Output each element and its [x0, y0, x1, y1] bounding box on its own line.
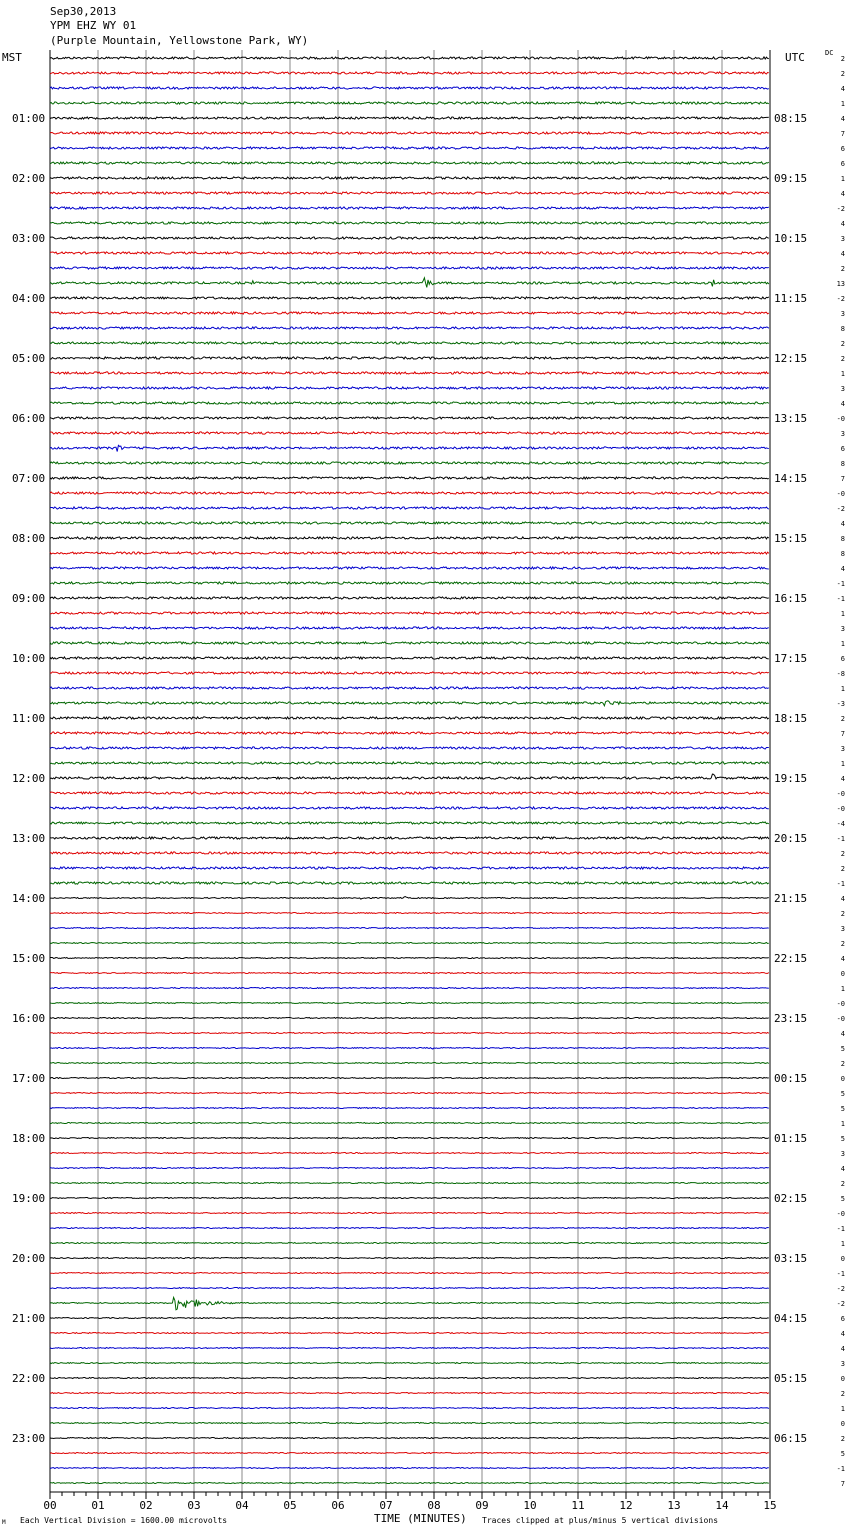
x-axis-title: TIME (MINUTES): [374, 1512, 467, 1525]
hour-label-local: 17:00: [12, 1072, 46, 1085]
dc-offset-value: 6: [840, 655, 845, 663]
clipping-note: Traces clipped at plus/minus 5 vertical divisions: [482, 1516, 719, 1525]
trace-row-91: [50, 1423, 769, 1424]
dc-offset-value: -1: [836, 835, 845, 843]
seismic-traces: [50, 57, 769, 1484]
hour-label-utc: 12:15: [774, 352, 808, 365]
dc-offset-value: 0: [840, 1075, 845, 1083]
corner-mark: M: [2, 1519, 6, 1526]
vertical-scale-note: Each Vertical Division = 1600.00 microvolts: [20, 1516, 228, 1525]
x-tick-label: 03: [187, 1499, 201, 1512]
trace-row-73: [50, 1153, 769, 1154]
trace-row-20: [50, 357, 769, 359]
trace-row-67: [50, 1063, 769, 1064]
hour-label-local: 21:00: [12, 1312, 46, 1325]
hour-label-local: 03:00: [12, 232, 46, 245]
dc-offset-value: 1: [840, 985, 845, 993]
trace-row-56: [50, 897, 769, 900]
trace-row-13: [50, 252, 769, 254]
x-tick-label: 04: [235, 1499, 249, 1512]
trace-row-1: [50, 72, 769, 74]
hour-label-utc: 23:15: [774, 1012, 808, 1025]
trace-row-2: [50, 87, 769, 89]
dc-offset-value: -2: [836, 1285, 845, 1293]
dc-offset-value: 3: [840, 1150, 845, 1158]
trace-row-46: [50, 747, 769, 749]
trace-row-26: [50, 445, 769, 451]
dc-offset-value: 4: [840, 1330, 845, 1338]
x-tick-label: 12: [619, 1499, 633, 1512]
trace-row-74: [50, 1168, 769, 1169]
dc-offset-value: -8: [836, 670, 845, 678]
dc-offset-value: -0: [836, 1210, 845, 1218]
trace-row-83: [50, 1297, 769, 1309]
trace-row-64: [50, 1018, 769, 1019]
dc-offset-value: 4: [840, 1165, 845, 1173]
trace-row-54: [50, 867, 769, 869]
trace-row-3: [50, 102, 769, 104]
dc-offset-value: -2: [836, 205, 845, 213]
hour-label-local: 12:00: [12, 772, 46, 785]
hour-label-local: 20:00: [12, 1252, 46, 1265]
hour-label-local: 19:00: [12, 1192, 46, 1205]
dc-offset-value: 0: [840, 1420, 845, 1428]
dc-offset-value: 2: [840, 355, 845, 363]
dc-offset-value: 2: [840, 55, 845, 63]
hour-label-local: 16:00: [12, 1012, 46, 1025]
dc-offset-value: 2: [840, 340, 845, 348]
trace-row-59: [50, 943, 769, 944]
trace-row-75: [50, 1183, 769, 1184]
dc-offset-value: 4: [840, 520, 845, 528]
trace-row-18: [50, 327, 769, 329]
x-tick-label: 11: [571, 1499, 585, 1512]
hour-label-utc: 02:15: [774, 1192, 808, 1205]
dc-offset-value: 3: [840, 1360, 845, 1368]
dc-offset-value: 3: [840, 745, 845, 753]
hour-label-local: 13:00: [12, 832, 46, 845]
hour-label-local: 22:00: [12, 1372, 46, 1385]
trace-row-31: [50, 522, 769, 524]
trace-row-25: [50, 432, 769, 434]
trace-row-16: [50, 297, 769, 299]
dc-offset-value: 1: [840, 1120, 845, 1128]
dc-offset-value: 4: [840, 85, 845, 93]
hour-label-utc: 08:15: [774, 112, 808, 125]
trace-row-84: [50, 1318, 769, 1319]
local-timezone-label: MST: [2, 51, 22, 64]
x-tick-label: 00: [43, 1499, 57, 1512]
dc-offset-value: 2: [840, 715, 845, 723]
trace-row-65: [50, 1033, 769, 1034]
dc-offset-value: 6: [840, 145, 845, 153]
hour-label-utc: 13:15: [774, 412, 808, 425]
dc-offset-value: 5: [840, 1105, 845, 1113]
station-location: (Purple Mountain, Yellowstone Park, WY): [50, 34, 309, 47]
trace-row-24: [50, 417, 769, 419]
dc-offset-value: 2: [840, 1060, 845, 1068]
dc-offset-value: 3: [840, 385, 845, 393]
dc-offset-value: 4: [840, 895, 845, 903]
hour-label-utc: 19:15: [774, 772, 808, 785]
trace-row-53: [50, 852, 769, 854]
hour-label-utc: 18:15: [774, 712, 808, 725]
dc-offset-value: 4: [840, 955, 845, 963]
trace-row-27: [50, 462, 769, 464]
dc-offset-value: -0: [836, 490, 845, 498]
hour-label-utc: 04:15: [774, 1312, 808, 1325]
trace-row-89: [50, 1393, 769, 1394]
hour-labels-local: [12, 112, 45, 1445]
x-tick-label: 01: [91, 1499, 105, 1512]
dc-offset-value: 1: [840, 640, 845, 648]
dc-offset-value: 8: [840, 325, 845, 333]
trace-row-77: [50, 1213, 769, 1214]
dc-offset-value: -1: [836, 595, 845, 603]
trace-row-43: [50, 701, 769, 706]
dc-offset-value: 1: [840, 1240, 845, 1248]
dc-offset-value: 4: [840, 400, 845, 408]
trace-row-8: [50, 177, 769, 179]
dc-offset-value: 1: [840, 100, 845, 108]
dc-offset-labels: [837, 55, 845, 1488]
trace-row-47: [50, 762, 769, 764]
dc-offset-value: 4: [840, 775, 845, 783]
trace-row-37: [50, 612, 769, 614]
trace-row-33: [50, 552, 769, 554]
trace-row-63: [50, 1003, 769, 1004]
hour-label-utc: 14:15: [774, 472, 808, 485]
dc-offset-value: 4: [840, 565, 845, 573]
dc-offset-value: 7: [840, 1480, 845, 1488]
trace-row-14: [50, 267, 769, 269]
dc-offset-value: 0: [840, 1375, 845, 1383]
dc-offset-value: 1: [840, 610, 845, 618]
dc-offset-value: 13: [836, 280, 845, 288]
hour-label-local: 23:00: [12, 1432, 46, 1445]
trace-row-78: [50, 1228, 769, 1229]
trace-row-90: [50, 1408, 769, 1409]
dc-offset-value: -4: [836, 820, 845, 828]
trace-row-9: [50, 192, 769, 194]
hour-label-local: 02:00: [12, 172, 46, 185]
trace-row-4: [50, 117, 769, 119]
trace-row-45: [50, 732, 769, 734]
dc-offset-value: -2: [836, 1300, 845, 1308]
trace-row-12: [50, 237, 769, 239]
dc-offset-value: 2: [840, 865, 845, 873]
hour-label-local: 08:00: [12, 532, 46, 545]
dc-offset-value: 4: [840, 115, 845, 123]
trace-row-35: [50, 582, 769, 584]
hour-label-utc: 03:15: [774, 1252, 808, 1265]
dc-offset-header: DC: [825, 49, 834, 57]
dc-offset-value: 1: [840, 685, 845, 693]
hour-label-local: 11:00: [12, 712, 46, 725]
dc-offset-value: 2: [840, 910, 845, 918]
x-tick-label: 07: [379, 1499, 393, 1512]
trace-row-0: [50, 57, 769, 59]
dc-offset-value: 3: [840, 625, 845, 633]
dc-offset-value: -1: [836, 1270, 845, 1278]
hour-label-local: 18:00: [12, 1132, 46, 1145]
utc-timezone-label: UTC: [785, 51, 805, 64]
trace-row-15: [50, 278, 769, 288]
dc-offset-value: 1: [840, 175, 845, 183]
trace-row-29: [50, 492, 769, 494]
dc-offset-value: -0: [836, 790, 845, 798]
dc-offset-value: 4: [840, 250, 845, 258]
trace-row-50: [50, 807, 769, 809]
dc-offset-value: -0: [836, 415, 845, 423]
hour-label-utc: 05:15: [774, 1372, 808, 1385]
trace-row-21: [50, 372, 769, 374]
dc-offset-value: 6: [840, 160, 845, 168]
dc-offset-value: 3: [840, 235, 845, 243]
dc-offset-value: -1: [836, 580, 845, 588]
dc-offset-value: 5: [840, 1045, 845, 1053]
hour-label-local: 14:00: [12, 892, 46, 905]
trace-row-41: [50, 672, 769, 674]
x-tick-label: 10: [523, 1499, 537, 1512]
trace-row-49: [50, 792, 769, 794]
hour-label-local: 01:00: [12, 112, 46, 125]
dc-offset-value: -0: [836, 1015, 845, 1023]
trace-row-76: [50, 1198, 769, 1199]
trace-row-6: [50, 147, 769, 149]
trace-row-85: [50, 1333, 769, 1334]
trace-row-22: [50, 387, 769, 389]
trace-row-88: [50, 1378, 769, 1379]
hour-label-utc: 16:15: [774, 592, 808, 605]
trace-row-10: [50, 207, 769, 209]
trace-row-57: [50, 913, 769, 914]
dc-offset-value: 5: [840, 1090, 845, 1098]
trace-row-11: [50, 222, 769, 224]
trace-row-81: [50, 1273, 769, 1274]
dc-offset-value: 8: [840, 535, 845, 543]
trace-row-71: [50, 1123, 769, 1124]
dc-offset-value: -1: [836, 1465, 845, 1473]
hour-labels-utc: [774, 112, 807, 1445]
dc-offset-value: 1: [840, 370, 845, 378]
trace-row-94: [50, 1468, 769, 1469]
trace-row-34: [50, 567, 769, 569]
dc-offset-value: -2: [836, 505, 845, 513]
hour-label-utc: 17:15: [774, 652, 808, 665]
dc-offset-value: 7: [840, 130, 845, 138]
dc-offset-value: -3: [836, 700, 845, 708]
trace-row-32: [50, 537, 769, 539]
trace-row-62: [50, 988, 769, 989]
hour-label-local: 15:00: [12, 952, 46, 965]
dc-offset-value: 7: [840, 475, 845, 483]
x-tick-label: 14: [715, 1499, 729, 1512]
dc-offset-value: 4: [840, 190, 845, 198]
dc-offset-value: 2: [840, 850, 845, 858]
hour-label-utc: 20:15: [774, 832, 808, 845]
trace-row-39: [50, 642, 769, 644]
hour-label-local: 09:00: [12, 592, 46, 605]
trace-row-42: [50, 687, 769, 689]
date-label: Sep30,2013: [50, 5, 117, 18]
trace-row-17: [50, 312, 769, 314]
trace-row-30: [50, 507, 769, 509]
trace-row-92: [50, 1438, 769, 1439]
trace-row-48: [50, 774, 769, 779]
dc-offset-value: -0: [836, 1000, 845, 1008]
hour-label-utc: 01:15: [774, 1132, 808, 1145]
hour-label-utc: 09:15: [774, 172, 808, 185]
trace-row-80: [50, 1258, 769, 1259]
trace-row-68: [50, 1078, 769, 1079]
hour-label-local: 04:00: [12, 292, 46, 305]
minute-gridlines: [50, 50, 770, 1492]
hour-label-utc: 21:15: [774, 892, 808, 905]
dc-offset-value: 2: [840, 1435, 845, 1443]
dc-offset-value: 8: [840, 550, 845, 558]
dc-offset-value: 7: [840, 730, 845, 738]
dc-offset-value: 3: [840, 310, 845, 318]
dc-offset-value: 4: [840, 220, 845, 228]
trace-row-58: [50, 928, 769, 929]
trace-row-7: [50, 162, 769, 164]
x-tick-label: 08: [427, 1499, 441, 1512]
x-tick-label: 09: [475, 1499, 489, 1512]
dc-offset-value: 2: [840, 1180, 845, 1188]
dc-offset-value: 0: [840, 1255, 845, 1263]
trace-row-66: [50, 1048, 769, 1050]
hour-label-utc: 15:15: [774, 532, 808, 545]
station-code: YPM EHZ WY 01: [50, 19, 137, 32]
dc-offset-value: 0: [840, 970, 845, 978]
x-tick-label: 06: [331, 1499, 345, 1512]
trace-row-70: [50, 1108, 769, 1109]
dc-offset-value: 5: [840, 1450, 845, 1458]
trace-row-38: [50, 627, 769, 629]
dc-offset-value: -2: [836, 295, 845, 303]
hour-label-utc: 11:15: [774, 292, 808, 305]
dc-offset-value: 4: [840, 1030, 845, 1038]
trace-row-51: [50, 822, 769, 824]
time-axis: [43, 1492, 776, 1512]
hour-label-local: 10:00: [12, 652, 46, 665]
trace-row-86: [50, 1348, 769, 1349]
trace-row-52: [50, 837, 769, 839]
x-tick-label: 13: [667, 1499, 681, 1512]
trace-row-40: [50, 657, 769, 659]
dc-offset-value: 2: [840, 70, 845, 78]
trace-row-28: [50, 477, 769, 479]
trace-row-23: [50, 402, 769, 404]
trace-row-55: [50, 882, 769, 884]
x-tick-label: 15: [763, 1499, 777, 1512]
dc-offset-value: 6: [840, 445, 845, 453]
dc-offset-value: -1: [836, 880, 845, 888]
dc-offset-value: 2: [840, 1390, 845, 1398]
trace-row-19: [50, 342, 769, 344]
dc-offset-value: 8: [840, 460, 845, 468]
hour-label-utc: 22:15: [774, 952, 808, 965]
hour-label-local: 05:00: [12, 352, 46, 365]
dc-offset-value: 4: [840, 1345, 845, 1353]
hour-label-utc: 00:15: [774, 1072, 808, 1085]
dc-offset-value: 3: [840, 925, 845, 933]
dc-offset-value: 2: [840, 940, 845, 948]
trace-row-93: [50, 1453, 769, 1454]
hour-label-local: 07:00: [12, 472, 46, 485]
dc-offset-value: 2: [840, 265, 845, 273]
hour-label-utc: 10:15: [774, 232, 808, 245]
trace-row-95: [50, 1483, 769, 1484]
trace-row-82: [50, 1288, 769, 1289]
hour-label-local: 06:00: [12, 412, 46, 425]
trace-row-69: [50, 1093, 769, 1094]
hour-label-utc: 06:15: [774, 1432, 808, 1445]
trace-row-61: [50, 973, 769, 974]
x-tick-label: 02: [139, 1499, 153, 1512]
dc-offset-value: 1: [840, 1405, 845, 1413]
dc-offset-value: 6: [840, 1315, 845, 1323]
trace-row-79: [50, 1243, 769, 1244]
trace-row-72: [50, 1138, 769, 1139]
trace-row-44: [50, 717, 769, 719]
trace-row-87: [50, 1363, 769, 1364]
x-tick-label: 05: [283, 1499, 297, 1512]
dc-offset-value: -1: [836, 1225, 845, 1233]
dc-offset-value: 5: [840, 1135, 845, 1143]
dc-offset-value: 1: [840, 760, 845, 768]
trace-row-5: [50, 132, 769, 134]
trace-row-36: [50, 597, 769, 599]
dc-offset-value: 3: [840, 430, 845, 438]
dc-offset-value: 5: [840, 1195, 845, 1203]
trace-row-60: [50, 958, 769, 959]
dc-offset-value: -0: [836, 805, 845, 813]
